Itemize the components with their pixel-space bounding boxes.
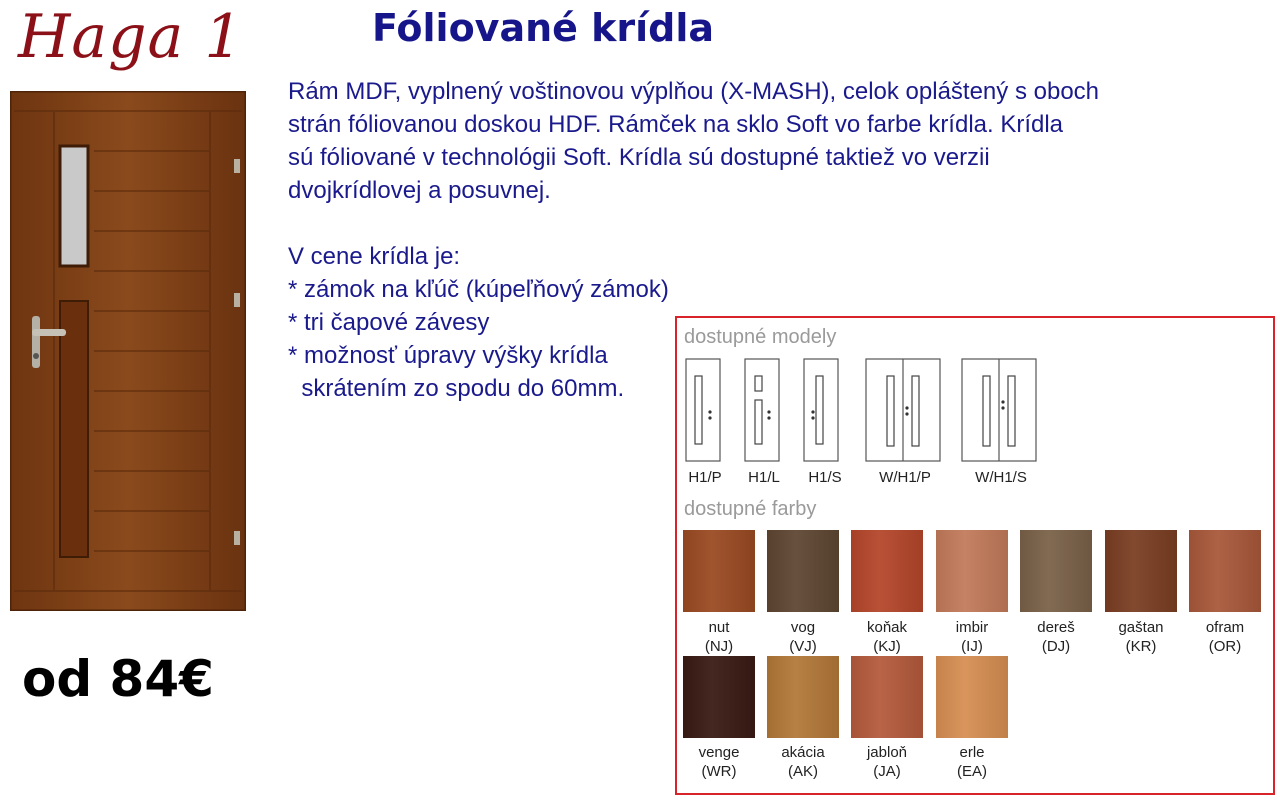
color-swatch-jablon[interactable] <box>851 656 923 738</box>
product-title: Haga 1 <box>18 2 244 72</box>
included-item: * zámok na kľúč (kúpeľňový zámok) <box>288 276 669 303</box>
swatch-name: koňak <box>866 619 908 636</box>
door-model-single-icon[interactable] <box>744 358 780 462</box>
section-heading: Fóliované krídla <box>372 6 715 50</box>
swatch-name: nut <box>708 619 730 636</box>
door-image <box>10 91 246 611</box>
swatch-code: (JA) <box>873 763 901 780</box>
swatch-name: akácia <box>781 744 825 761</box>
model-label: H1/L <box>748 469 780 486</box>
model-label: W/H1/P <box>879 469 931 486</box>
price: od 84€ <box>22 650 214 708</box>
color-swatch-erle[interactable] <box>936 656 1008 738</box>
description-line: dvojkrídlovej a posuvnej. <box>288 177 551 204</box>
description-paragraph <box>288 75 1248 207</box>
description-line: strán fóliovanou doskou HDF. Rámček na sklo Soft vo farbe krídla. Krídla <box>288 111 1064 138</box>
options-panel <box>675 316 1275 795</box>
swatch-code: (EA) <box>957 763 987 780</box>
color-swatch-imbir[interactable] <box>936 530 1008 612</box>
swatch-name: dereš <box>1037 619 1075 636</box>
color-swatch-vog[interactable] <box>767 530 839 612</box>
swatch-name: jabloň <box>866 744 908 761</box>
color-swatch-venge[interactable] <box>683 656 755 738</box>
colors-label: dostupné farby <box>684 498 817 520</box>
color-swatch-gastan[interactable] <box>1105 530 1177 612</box>
swatch-code: (KR) <box>1125 638 1157 655</box>
swatch-name: ofram <box>1205 619 1245 636</box>
model-label: H1/S <box>808 469 842 486</box>
description-line: sú fóliované v technológii Soft. Krídla sú dostupné taktiež vo verzii <box>288 144 990 171</box>
swatch-code: (IJ) <box>961 638 983 655</box>
swatch-code: (WR) <box>701 763 737 780</box>
color-swatch-deres[interactable] <box>1020 530 1092 612</box>
included-item: skrátením zo spodu do 60mm. <box>288 375 625 402</box>
swatch-code: (AK) <box>788 763 818 780</box>
color-swatch-akacia[interactable] <box>767 656 839 738</box>
included-item: * tri čapové závesy <box>288 309 490 336</box>
swatch-code: (VJ) <box>789 638 817 655</box>
door-model-single-icon[interactable] <box>685 358 721 462</box>
description-line: Rám MDF, vyplnený voštinovou výplňou (X-MASH), celok opláštený s oboch <box>288 78 1100 105</box>
swatch-code: (NJ) <box>704 638 734 655</box>
model-label: W/H1/S <box>975 469 1027 486</box>
models-label: dostupné modely <box>684 326 837 348</box>
swatch-name: erle <box>959 744 985 761</box>
color-swatch-nut[interactable] <box>683 530 755 612</box>
door-model-single-icon[interactable] <box>803 358 839 462</box>
swatch-name: imbir <box>955 619 989 636</box>
color-swatch-ofram[interactable] <box>1189 530 1261 612</box>
color-swatch-konak[interactable] <box>851 530 923 612</box>
door-model-double-icon[interactable] <box>961 358 1037 462</box>
swatch-code: (KJ) <box>873 638 901 655</box>
included-intro: V cene krídla je: <box>288 243 461 270</box>
swatch-code: (DJ) <box>1041 638 1071 655</box>
swatch-name: vog <box>790 619 816 636</box>
door-model-double-icon[interactable] <box>865 358 941 462</box>
model-label: H1/P <box>688 469 722 486</box>
swatch-name: gaštan <box>1118 619 1164 636</box>
swatch-name: venge <box>698 744 740 761</box>
included-item: * možnosť úpravy výšky krídla <box>288 342 608 369</box>
swatch-code: (OR) <box>1208 638 1242 655</box>
